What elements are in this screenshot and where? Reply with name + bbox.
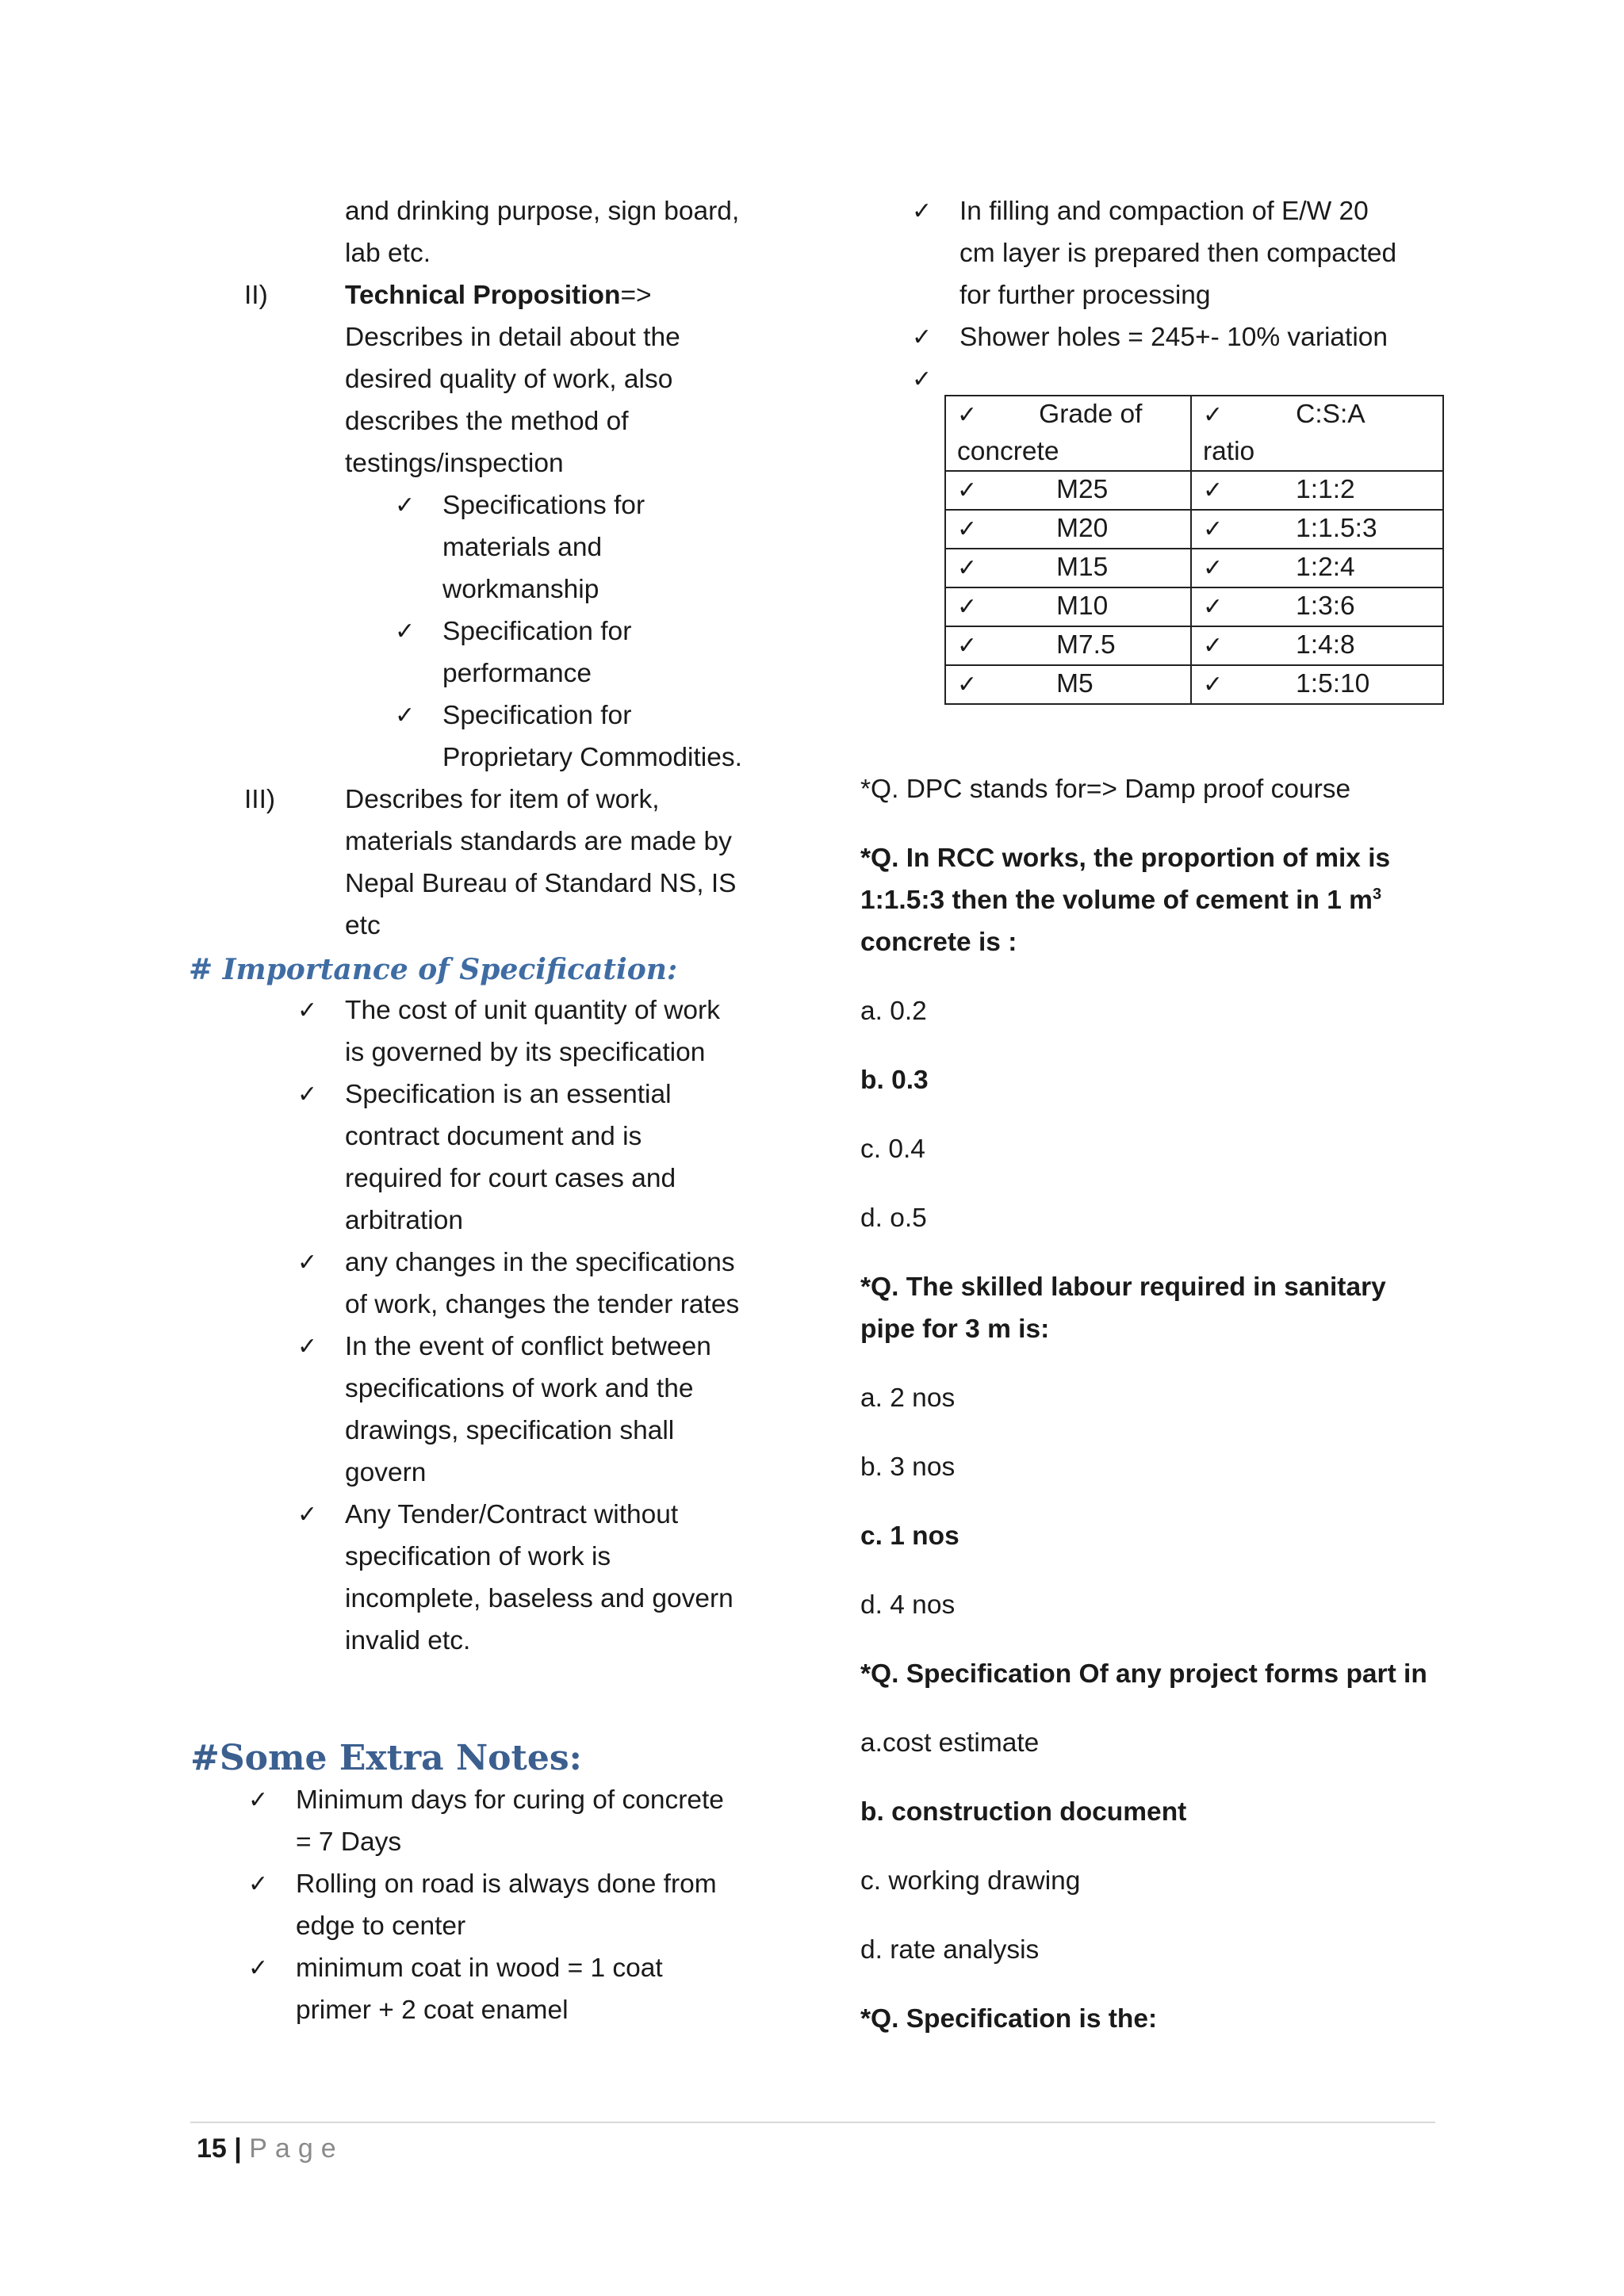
list-item: ✓ Shower holes = 245+- 10% variation	[959, 316, 1447, 358]
extra-notes-heading: #Some Extra Notes:	[190, 1738, 582, 1778]
answer-option: b. 3 nos	[860, 1452, 956, 1482]
list-item: ✓ In filling and compaction of E/W 20 cm layer is prepared then compacted for further processing	[959, 190, 1447, 316]
answer-option: c. working drawing	[860, 1866, 1081, 1896]
technical-proposition: II) Technical Proposition=> Describes in detail about the desired quality of work, also describes the method of testings/inspection	[190, 274, 769, 484]
table-row: ✓ M5 ✓ 1:5:10	[945, 665, 1443, 704]
option-list	[860, 1722, 1447, 1971]
page-footer	[197, 2128, 344, 2170]
check-icon: ✓	[297, 1333, 318, 1360]
concrete-mix-table	[944, 395, 1444, 705]
list-item: ✓ Minimum days for curing of concrete = 7 Days	[296, 1779, 769, 1863]
list-item: ✓ Specification for performance	[442, 610, 769, 695]
list-item: ✓ Any Tender/Contract without specification of work is incomplete, baseless and govern invalid etc.	[345, 1494, 769, 1662]
answer-option-correct: b. 0.3	[860, 1066, 929, 1095]
list-item: ✓ In the event of conflict between specifications of work and the drawings, specification shall govern	[345, 1326, 769, 1494]
page-label: Page	[249, 2133, 344, 2164]
answer-option: a. 2 nos	[860, 1383, 956, 1413]
answer-option: c. 0.4	[860, 1135, 925, 1164]
list-item: ✓ The cost of unit quantity of work is governed by its specification	[345, 989, 769, 1073]
check-icon: ✓	[395, 492, 416, 519]
list-item: ✓ minimum coat in wood = 1 coat primer + 2 coat enamel	[296, 1947, 769, 2031]
check-icon: ✓	[297, 997, 318, 1024]
table-row: ✓ M7.5 ✓ 1:4:8	[945, 626, 1443, 665]
answer-option: a. 0.2	[860, 997, 927, 1026]
extra-notes-list	[190, 1779, 769, 2031]
table-row: ✓ M10 ✓ 1:3:6	[945, 587, 1443, 626]
check-icon: ✓	[1203, 401, 1224, 429]
question-rcc-mix: *Q. In RCC works, the proportion of mix is 1:1.5:3 then the volume of cement in 1 $m^3$ concrete is :	[860, 844, 1391, 957]
check-icon: ✓	[957, 401, 978, 429]
list-item	[912, 358, 1447, 395]
left-column	[190, 190, 769, 2031]
continuation-text: and drinking purpose, sign board, lab etc.	[345, 197, 740, 268]
check-icon: ✓	[1203, 671, 1224, 698]
check-icon: ✓	[1203, 593, 1224, 621]
item-three: III) Describes for item of work, materials standards are made by Nepal Bureau of Standard NS, IS etc	[190, 779, 769, 947]
check-icon: ✓	[957, 515, 978, 543]
right-bullet-list	[860, 190, 1447, 395]
footer-separator: |	[234, 2133, 242, 2164]
check-icon: ✓	[1203, 632, 1224, 660]
check-icon: ✓	[395, 618, 416, 645]
answer-option-correct: b. construction document	[860, 1797, 1187, 1827]
check-icon: ✓	[248, 1870, 269, 1898]
check-icon: ✓	[1203, 554, 1224, 582]
question-specification-part: *Q. Specification Of any project forms part in	[860, 1659, 1427, 1689]
technical-proposition-title: Technical Proposition	[345, 281, 621, 310]
check-icon: ✓	[957, 632, 978, 660]
check-icon: ✓	[395, 702, 416, 729]
table-row: ✓ M25 ✓ 1:1:2	[945, 471, 1443, 510]
spec-list	[190, 484, 769, 779]
right-column	[860, 190, 1447, 2040]
table-row: ✓ M20 ✓ 1:1.5:3	[945, 510, 1443, 549]
check-icon: ✓	[957, 476, 978, 504]
check-icon: ✓	[957, 554, 978, 582]
check-icon: ✓	[297, 1501, 318, 1529]
check-icon: ✓	[957, 671, 978, 698]
importance-list	[190, 989, 769, 1662]
question-skilled-labour: *Q. The skilled labour required in sanitary pipe for 3 m is:	[860, 1272, 1386, 1344]
check-icon: ✓	[1203, 515, 1224, 543]
check-icon: ✓	[912, 323, 933, 351]
check-icon: ✓	[248, 1786, 269, 1814]
table-header-row: ✓ Grade of concrete ✓ C:S:A ratio	[945, 396, 1443, 471]
list-item: ✓ Specification is an essential contract document and is required for court cases and arbitration	[345, 1073, 769, 1242]
table-row: ✓ M15 ✓ 1:2:4	[945, 549, 1443, 587]
question-specification-is: *Q. Specification is the:	[860, 2004, 1158, 2034]
list-item: ✓ Specifications for materials and workmanship	[442, 484, 769, 610]
check-icon: ✓	[912, 365, 933, 393]
check-icon: ✓	[912, 197, 933, 225]
answer-option: d. 4 nos	[860, 1590, 956, 1620]
check-icon: ✓	[297, 1081, 318, 1108]
answer-option: d. o.5	[860, 1203, 927, 1233]
check-icon: ✓	[297, 1249, 318, 1276]
roman-numeral: III)	[244, 785, 276, 814]
option-list	[860, 1377, 1447, 1626]
check-icon: ✓	[248, 1954, 269, 1982]
answer-option-correct: c. 1 nos	[860, 1521, 959, 1551]
dpc-note: *Q. DPC stands for=> Damp proof course	[860, 775, 1351, 804]
footer-rule	[190, 2122, 1435, 2123]
check-icon: ✓	[1203, 476, 1224, 504]
list-item: ✓ Rolling on road is always done from edge to center	[296, 1863, 769, 1947]
page-number: 15	[197, 2133, 227, 2164]
answer-option: d. rate analysis	[860, 1935, 1040, 1965]
list-item: ✓ any changes in the specifications of work, changes the tender rates	[345, 1242, 769, 1326]
roman-numeral: II)	[244, 281, 268, 310]
check-icon: ✓	[957, 593, 978, 621]
importance-heading: # Importance of Specification:	[189, 953, 678, 986]
option-list	[860, 990, 1447, 1239]
answer-option: a.cost estimate	[860, 1728, 1040, 1758]
list-item: ✓ Specification for Proprietary Commodities.	[442, 695, 769, 779]
